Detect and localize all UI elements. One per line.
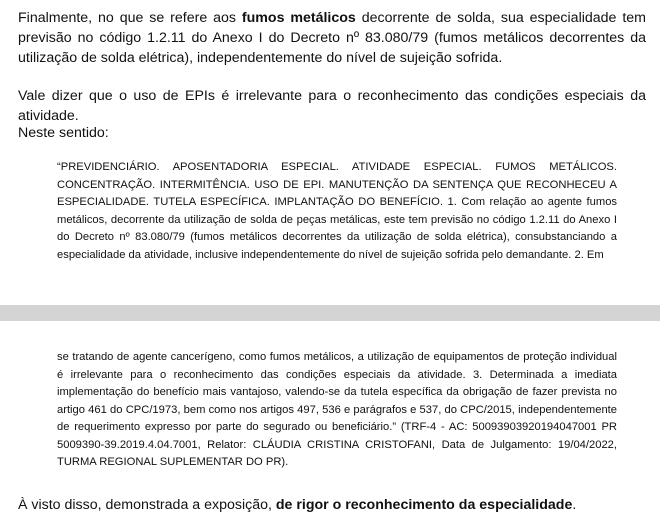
case-law-quote-part-1 (57, 159, 617, 264)
conclusion-text-before: À visto disso, demonstrada a exposição, (18, 497, 276, 513)
conclusion-text-after: . (572, 497, 577, 513)
case-law-quote-part-2: se tratando de agente cancerígeno, como fumos metálicos, a utilização de equipamentos de proteção individual é irrelevante para o reconhecimento das condições especiais da atividade. 3. Determinada a imediata implementação do benefício mais vantajoso, valendo-se da tutela específica da obrigação de fazer prevista no artigo 461 do CPC/1973, bem como nos artigos 497, 536 e parágrafos e 537, do CPC/2015, independentemente de requerimento expresso por parte do segurado ou beneficiário.” (TRF-4 - AC: 50093903920194047001 PR 5009390-39.2019.4.04.7001, Relator: CLÁUDIA CRISTINA CRISTOFANI, Data de Julgamento: 19/04/2022, TURMA REGIONAL SUPLEMENTAR DO PR). (57, 351, 617, 468)
document-page-bottom (0, 321, 660, 522)
page-break (0, 305, 660, 321)
quote-body-start: 1. Com relação ao agente fumos metálicos, decorrente da utilização de solda de peças metálicas, este tem previsão no código 1.2.11 do Anexo I do Decreto nº 83.080/79 (fumos metálicos decorrentes da utilização de solda elétrica), consubstanciando a especialidade da atividade, inclusive independentemente do nível de sujeição sofrida pelo demandante. 2. Em (57, 196, 618, 261)
paragraph-neste-sentido: Neste sentido: (18, 125, 109, 141)
paragraph-1-text-after: decorrente de solda, sua especialidade tem previsão no código 1.2.11 do Anexo I do Decreto nº 83.080/79 (fumos metálicos decorrentes da utilização de solda elétrica), independentemente do nível de sujeição sofrida. (18, 10, 646, 66)
paragraph-1-text-before: Finalmente, no que se refere aos (18, 10, 242, 26)
quote-headnote: “PREVIDENCIÁRIO. APOSENTADORIA ESPECIAL. ATIVIDADE ESPECIAL. FUMOS METÁLICOS. CONCENTRAÇÃO. INTERMITÊNCIA. USO DE EPI. MANUTENÇÃO DA SENTENÇA QUE RECONHECEU A ESPECIALIDADE. TUTELA ESPECÍFICA. IMPLANTAÇÃO DO BENEFÍCIO. (57, 161, 617, 208)
paragraph-epi: Vale dizer que o uso de EPIs é irrelevante para o reconhecimento das condições especiais da atividade. (18, 88, 646, 124)
paragraph-fumos-metalicos (18, 8, 646, 68)
paragraph-1-bold: fumos metálicos (241, 10, 356, 26)
conclusion-bold: de rigor o reconhecimento da especialidade (275, 497, 573, 513)
paragraph-conclusion (18, 495, 646, 515)
